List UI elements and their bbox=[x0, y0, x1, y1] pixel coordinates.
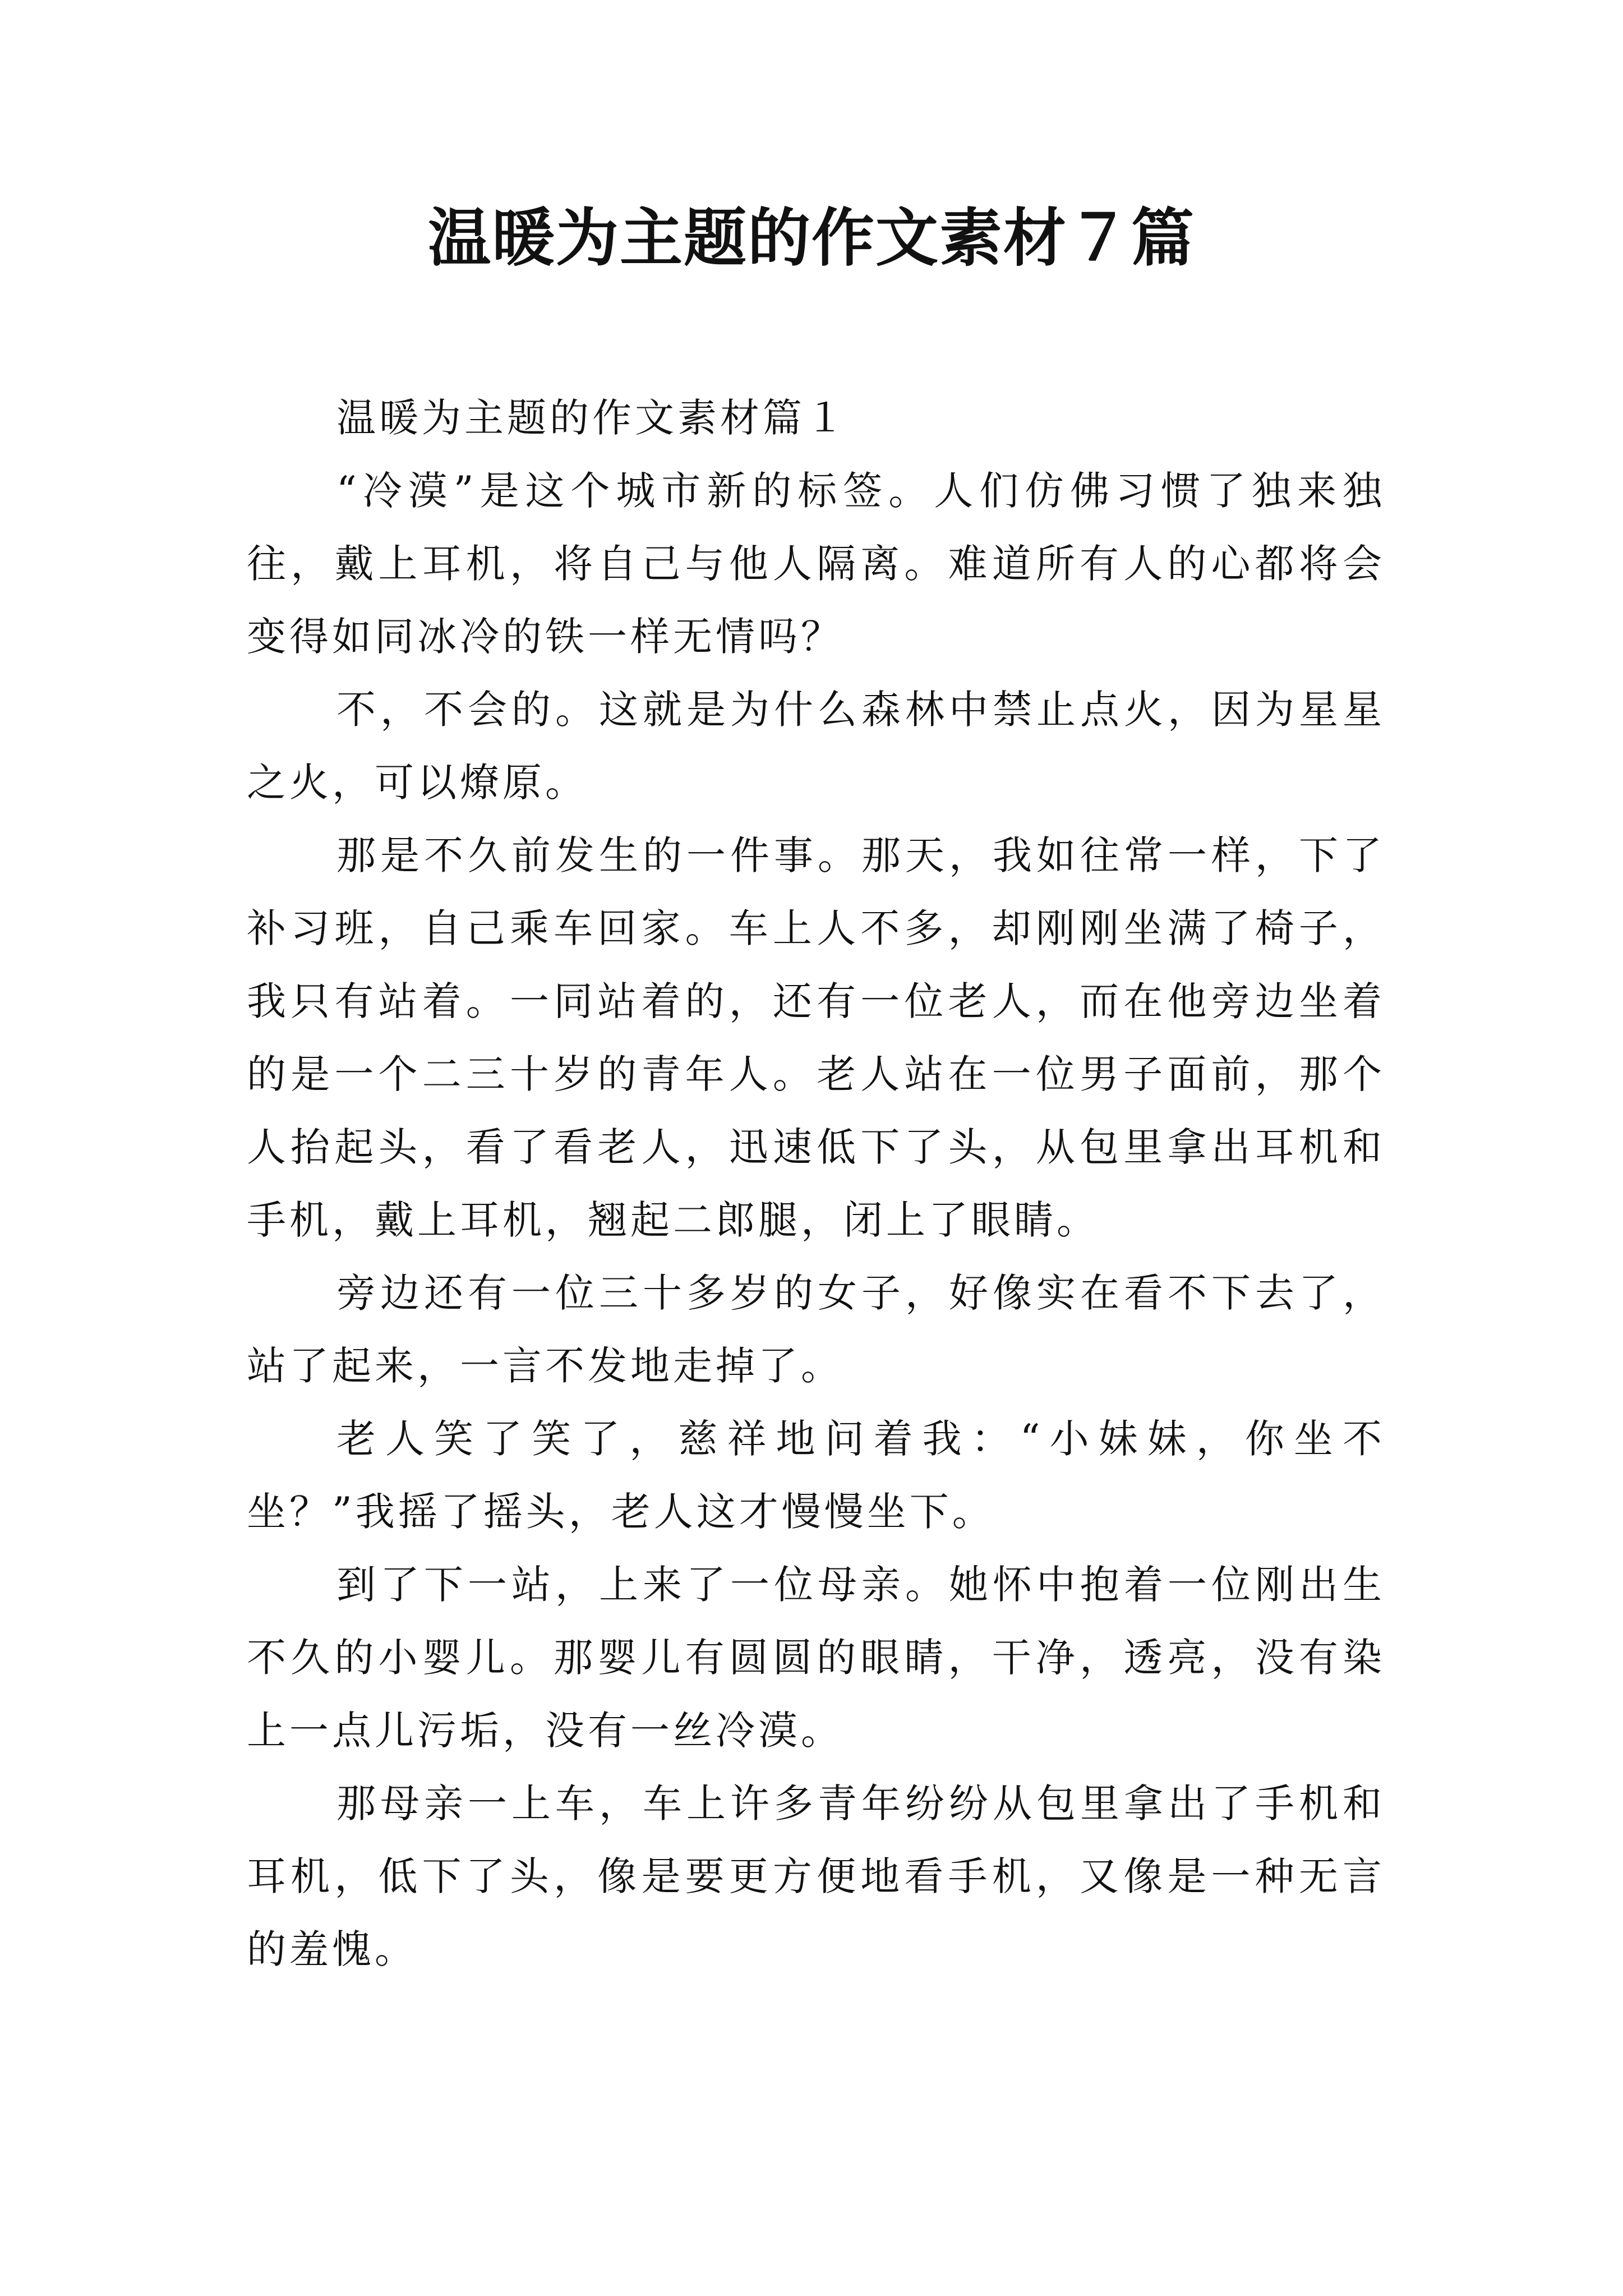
paragraph-4: 旁边还有一位三十多岁的女子，好像实在看不下去了，站了起来，一言不发地走掉了。 bbox=[247, 1270, 1385, 1389]
paragraph-7: 那母亲一上车，车上许多青年纷纷从包里拿出了手机和耳机，低下了头，像是要更方便地看手机，又像是一种无言的羞愧。 bbox=[247, 1780, 1385, 1972]
document-title: 温暖为主题的作文素材７篇 bbox=[428, 201, 1195, 275]
paragraph-6: 到了下一站，上来了一位母亲。她怀中抱着一位刚出生不久的小婴儿。那婴儿有圆圆的眼睛，干净，透亮，没有染上一点儿污垢，没有一丝冷漠。 bbox=[247, 1562, 1385, 1754]
section-heading: 温暖为主题的作文素材篇１ bbox=[336, 395, 848, 441]
paragraph-5: 老人笑了笑了，慈祥地问着我：“小妹妹，你坐不坐？”我摇了摇头，老人这才慢慢坐下。 bbox=[247, 1416, 1385, 1535]
paragraph-1: “冷漠”是这个城市新的标签。人们仿佛习惯了独来独往，戴上耳机，将自己与他人隔离。难道所有人的心都将会变得如同冰冷的铁一样无情吗？ bbox=[247, 468, 1385, 660]
paragraph-2: 不，不会的。这就是为什么森林中禁止点火，因为星星之火，可以燎原。 bbox=[247, 687, 1385, 806]
paragraph-3: 那是不久前发生的一件事。那天，我如往常一样，下了补习班，自己乘车回家。车上人不多，却刚刚坐满了椅子，我只有站着。一同站着的，还有一位老人，而在他旁边坐着的是一个二三十岁的青年人。老人站在一位男子面前，那个人抬起头，看了看老人，迅速低下了头，从包里拿出耳机和手机，戴上耳机，翘起二郎腿，闭上了眼睛。 bbox=[247, 832, 1385, 1243]
document-body bbox=[247, 381, 1385, 1986]
